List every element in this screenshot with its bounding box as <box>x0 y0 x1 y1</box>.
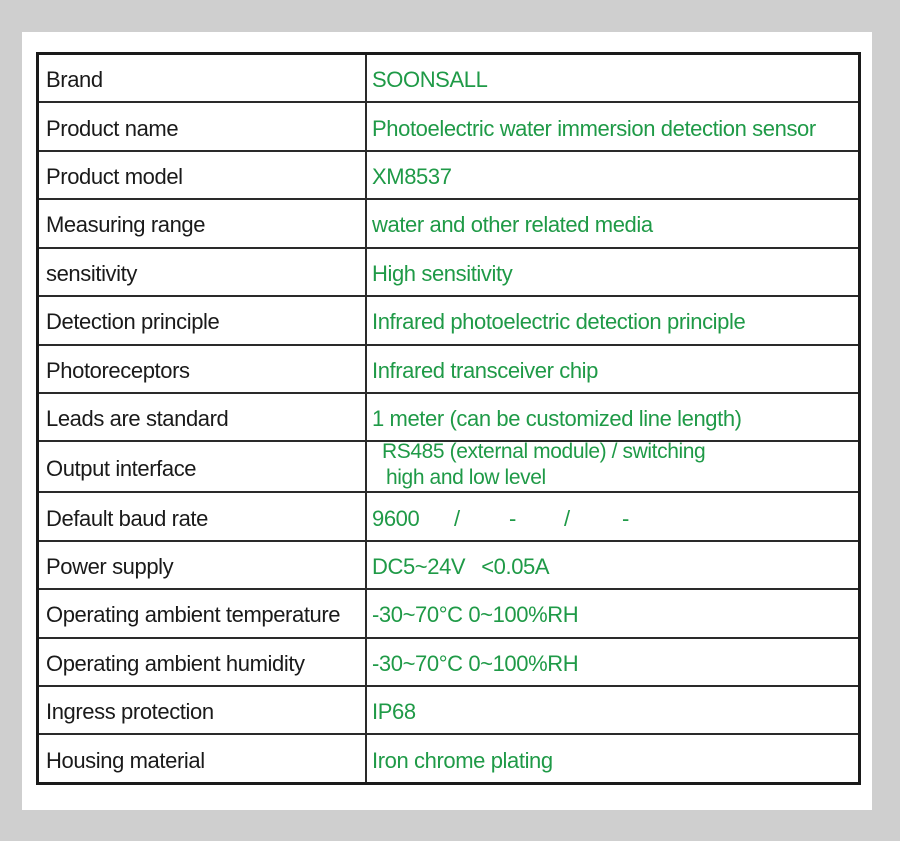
row-value: SOONSALL <box>372 67 488 93</box>
row-value: -30~70°C 0~100%RH <box>372 602 579 628</box>
table-row <box>39 55 858 103</box>
table-row <box>39 152 858 200</box>
table-row <box>39 442 858 493</box>
table-row <box>39 249 858 297</box>
table-row <box>39 493 858 541</box>
table-row <box>39 346 858 394</box>
row-label: Brand <box>39 55 367 101</box>
table-row <box>39 200 858 248</box>
power-current: <0.05A <box>481 554 550 579</box>
power-voltage: DC5~24V <box>372 554 466 579</box>
table-row <box>39 687 858 735</box>
table-row <box>39 639 858 687</box>
row-value: Photoelectric water immersion detection sensor <box>372 115 816 141</box>
row-label: Measuring range <box>39 200 367 246</box>
row-label: Product model <box>39 152 367 198</box>
row-value: High sensitivity <box>372 260 513 286</box>
row-label: Output interface <box>39 442 367 491</box>
row-value: -30~70°C 0~100%RH <box>372 650 579 676</box>
row-label: Detection principle <box>39 297 367 343</box>
row-label: Product name <box>39 103 367 149</box>
row-value: IP68 <box>372 699 416 725</box>
baud-separator: / <box>564 505 570 531</box>
row-label: Default baud rate <box>39 493 367 539</box>
row-label: Leads are standard <box>39 394 367 440</box>
row-value <box>367 493 858 539</box>
table-row <box>39 590 858 638</box>
row-value: XM8537 <box>372 164 452 190</box>
row-label: sensitivity <box>39 249 367 295</box>
output-interface-line2: high and low level <box>386 466 546 490</box>
row-label: Operating ambient humidity <box>39 639 367 685</box>
spec-table <box>36 52 861 785</box>
table-row <box>39 542 858 590</box>
baud-placeholder: - <box>509 505 516 531</box>
table-row <box>39 297 858 345</box>
table-row <box>39 735 858 781</box>
row-label: Ingress protection <box>39 687 367 733</box>
output-interface-line1: RS485 (external module) / switching <box>382 442 706 464</box>
baud-separator: / <box>454 505 460 531</box>
row-value: Iron chrome plating <box>372 747 553 773</box>
row-label: Power supply <box>39 542 367 588</box>
baud-rate-value: 9600 <box>372 505 420 531</box>
row-value: water and other related media <box>372 212 653 238</box>
row-label: Housing material <box>39 735 367 781</box>
row-label: Photoreceptors <box>39 346 367 392</box>
row-value: Infrared transceiver chip <box>372 357 598 383</box>
table-row <box>39 103 858 151</box>
table-row <box>39 394 858 442</box>
row-value: Infrared photoelectric detection principle <box>372 309 746 335</box>
row-value <box>367 442 858 491</box>
row-value: 1 meter (can be customized line length) <box>372 406 742 432</box>
row-value <box>367 542 858 588</box>
baud-placeholder: - <box>622 505 629 531</box>
row-label: Operating ambient temperature <box>39 590 367 636</box>
